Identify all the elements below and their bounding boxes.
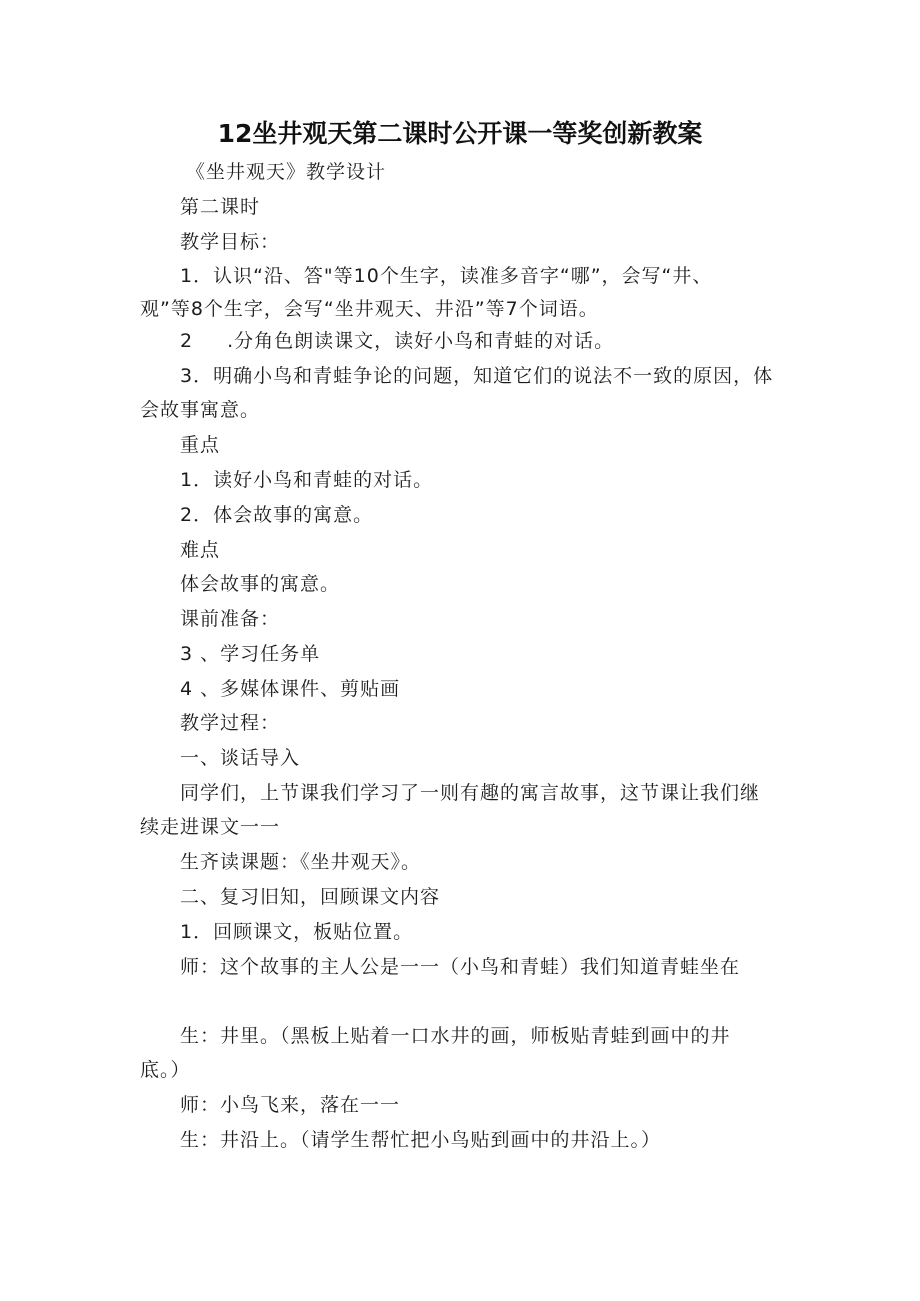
heading-preparation: 课前准备： xyxy=(180,608,281,630)
difficulty-text: 体会故事的寓意。 xyxy=(180,573,341,595)
student-line-1-cont: 底。） xyxy=(140,1059,191,1081)
paragraph-intro-cont: 续走进课文一一 xyxy=(140,816,281,838)
student-line-1: 生：井里。（黑板上贴着一口水井的画，师板贴青蛙到画中的井 xyxy=(180,1025,731,1047)
key-point-1: 1．读好小鸟和青蛙的对话。 xyxy=(180,469,434,491)
teacher-line-2: 师：小鸟飞来，落在一一 xyxy=(180,1094,401,1116)
review-item-1: 1．回顾课文，板贴位置。 xyxy=(180,921,414,943)
section-1-heading: 一、谈话导入 xyxy=(180,747,301,769)
heading-process: 教学过程： xyxy=(180,712,281,734)
objective-1-cont: 观”等8个生字，会写“坐井观天、井沿”等7个词语。 xyxy=(140,298,599,320)
objective-2 xyxy=(180,327,614,355)
paragraph-read-title: 生齐读课题：《坐井观天》。 xyxy=(180,851,422,873)
objective-2-text: .分角色朗读课文，读好小鸟和青蛙的对话。 xyxy=(227,330,615,352)
preparation-item-4: 4 、多媒体课件、剪贴画 xyxy=(180,678,401,700)
objective-3: 3．明确小鸟和青蛙争论的问题，知道它们的说法不一致的原因，体 xyxy=(180,365,774,387)
objective-2-number: 2 xyxy=(180,330,194,352)
subtitle: 《坐井观天》教学设计 xyxy=(186,161,387,183)
objective-1: 1．认识“沿、答"等10个生字，读准多音字“哪”，会写“井、 xyxy=(180,265,713,287)
student-line-2: 生：井沿上。（请学生帮忙把小鸟贴到画中的井沿上。） xyxy=(180,1129,662,1151)
key-point-2: 2．体会故事的寓意。 xyxy=(180,504,374,526)
document-title: 12坐井观天第二课时公开课一等奖创新教案 xyxy=(217,119,703,148)
lesson-period: 第二课时 xyxy=(180,196,261,218)
heading-key-points: 重点 xyxy=(180,434,221,456)
teacher-line-1: 师：这个故事的主人公是一一（小鸟和青蛙）我们知道青蛙坐在 xyxy=(180,956,741,978)
heading-difficulty: 难点 xyxy=(180,539,221,561)
objective-3-cont: 会故事寓意。 xyxy=(140,399,261,421)
section-2-heading: 二、复习旧知，回顾课文内容 xyxy=(180,886,441,908)
preparation-item-3: 3 、学习任务单 xyxy=(180,643,321,665)
heading-objectives: 教学目标： xyxy=(180,231,281,253)
paragraph-intro: 同学们，上节课我们学习了一则有趣的寓言故事，这节课让我们继 xyxy=(180,782,761,804)
